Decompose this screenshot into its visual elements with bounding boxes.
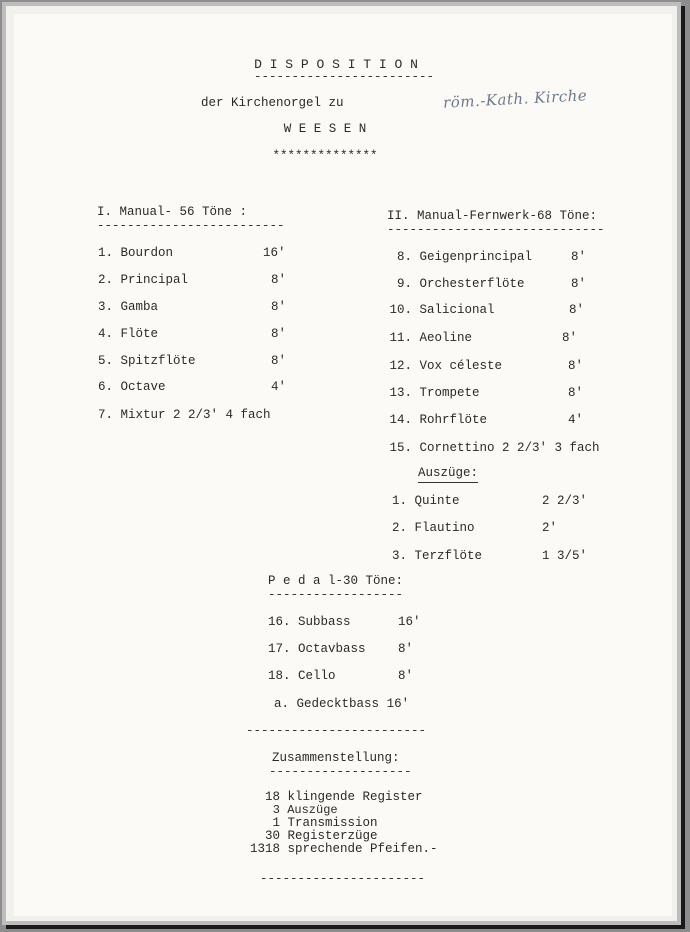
list-item <box>98 273 188 288</box>
list-item <box>98 327 158 342</box>
list-item <box>386 277 525 292</box>
handwritten-note: röm.-Kath. Kirche <box>442 86 588 112</box>
stop-size: 2' <box>542 521 558 535</box>
summary-label: Auszüge <box>287 803 338 817</box>
stop-name: Cello <box>298 669 336 683</box>
stop-name: Quinte <box>414 494 460 508</box>
stop-number: 9. <box>396 277 412 291</box>
stop-number: 13. <box>389 386 412 400</box>
summary-label: Registerzüge <box>287 829 378 843</box>
list-item <box>386 413 487 428</box>
stop-number: 12. <box>389 359 412 373</box>
stop-number: 4. <box>98 327 114 341</box>
list-item <box>392 549 482 564</box>
stop-size: 16' <box>263 246 286 260</box>
stop-name: Rohrflöte <box>419 413 488 427</box>
stop-name: Flöte <box>120 327 159 341</box>
stop-size: 8' <box>398 669 414 683</box>
document-subtitle: der Kirchenorgel zu <box>201 96 344 110</box>
stop-number: 11. <box>389 331 412 345</box>
stop-name: Orchesterflöte <box>419 277 525 291</box>
list-item <box>392 494 460 509</box>
stop-size: 8' <box>271 300 287 314</box>
stop-size: 8' <box>571 250 587 264</box>
pedal-rule: ------------------ <box>268 588 404 602</box>
stop-name: Bourdon <box>120 246 174 260</box>
stop-name: Gedecktbass <box>296 697 380 711</box>
list-item <box>268 669 336 684</box>
stop-name: Salicional <box>419 303 495 317</box>
list-item <box>386 303 495 318</box>
pedal-heading: P e d a l-30 Töne: <box>268 574 404 588</box>
title-rule: ------------------------ <box>253 70 435 84</box>
stop-size: 8' <box>271 327 287 341</box>
stop-number: 3. <box>392 549 408 563</box>
stop-size: 16' <box>398 615 421 629</box>
stop-number: 3. <box>98 300 114 314</box>
stop-size: 8' <box>562 331 578 345</box>
list-item <box>268 615 351 630</box>
list-item <box>386 331 472 346</box>
stop-number: 5. <box>98 354 114 368</box>
stop-size: 4' <box>568 413 584 427</box>
document-page <box>14 14 672 916</box>
stop-name: Octave <box>120 380 166 394</box>
list-item <box>98 246 173 261</box>
stop-number: a. <box>274 697 290 711</box>
list-item <box>98 408 271 423</box>
stop-number: 14. <box>389 413 412 427</box>
stop-number: 1. <box>392 494 408 508</box>
stop-name: Geigenprincipal <box>419 250 533 264</box>
stop-name: Mixtur 2 2/3' 4 fach <box>120 408 271 422</box>
pedal-end-rule: ------------------------ <box>246 724 427 738</box>
stop-size: 8' <box>568 386 584 400</box>
stop-number: 2. <box>98 273 114 287</box>
list-item <box>98 380 166 395</box>
list-item <box>386 250 532 265</box>
stop-size: 16' <box>386 697 410 711</box>
stop-name: Spitzflöte <box>120 354 196 368</box>
list-item <box>386 359 502 374</box>
manual2-heading: II. Manual-Fernwerk-68 Töne: <box>387 209 598 223</box>
list-item <box>98 354 196 369</box>
stop-number: 8. <box>396 250 412 264</box>
list-item <box>392 521 475 536</box>
summary-label: Transmission <box>287 816 378 830</box>
manual1-heading: I. Manual- 56 Töne : <box>97 205 248 219</box>
stop-name: Aeoline <box>419 331 473 345</box>
stop-size: 8' <box>271 273 287 287</box>
list-item <box>268 642 366 657</box>
auszuege-heading: Auszüge: <box>418 466 478 483</box>
stop-name: Subbass <box>298 615 351 629</box>
stop-name: Terzflöte <box>414 549 483 563</box>
summary-heading: Zusammenstellung: <box>272 751 400 765</box>
summary-label: sprechende Pfeifen.- <box>287 842 438 856</box>
stop-name: Gamba <box>120 300 159 314</box>
stop-size: 8' <box>568 359 584 373</box>
stop-name: Cornettino 2 2/3' 3 fach <box>419 441 600 455</box>
stop-name: Octavbass <box>298 642 366 656</box>
document-title: D I S P O S I T I O N <box>254 57 418 72</box>
list-item <box>98 300 158 315</box>
stop-name: Flautino <box>414 521 475 535</box>
list-item <box>386 386 480 401</box>
stop-size: 4' <box>271 380 287 394</box>
manual2-rule: ----------------------------- <box>387 223 605 237</box>
stop-number: 1. <box>98 246 114 260</box>
stop-size: 1 3/5' <box>542 549 588 563</box>
stop-name: Principal <box>120 273 189 287</box>
summary-count: 3 <box>272 803 280 817</box>
list-item <box>244 843 438 856</box>
stop-number: 6. <box>98 380 114 394</box>
stop-number: 16. <box>268 615 291 629</box>
stop-number: 17. <box>268 642 291 656</box>
stop-size: 2 2/3' <box>542 494 588 508</box>
stop-number: 2. <box>392 521 408 535</box>
stop-size: 8' <box>569 303 585 317</box>
stop-number: 15. <box>389 441 412 455</box>
summary-rule: ------------------- <box>269 765 412 779</box>
stop-name: Vox céleste <box>419 359 503 373</box>
summary-count: 1318 <box>249 842 280 856</box>
stars-rule: ************** <box>272 149 378 163</box>
summary-count: 18 <box>264 790 280 804</box>
list-item <box>386 441 600 456</box>
list-item <box>274 697 409 712</box>
stop-number: 10. <box>389 303 412 317</box>
stop-size: 8' <box>398 642 414 656</box>
stop-size: 8' <box>271 354 287 368</box>
summary-label: klingende Register <box>287 790 423 804</box>
place-name: W E E S E N <box>283 122 367 136</box>
summary-count: 30 <box>264 829 280 843</box>
manual1-rule: ------------------------- <box>97 219 285 233</box>
stop-number: 18. <box>268 669 291 683</box>
summary-end-rule: ---------------------- <box>260 872 426 886</box>
stop-name: Trompete <box>419 386 480 400</box>
stop-number: 7. <box>98 408 114 422</box>
stop-size: 8' <box>571 277 587 291</box>
summary-count: 1 <box>272 816 280 830</box>
